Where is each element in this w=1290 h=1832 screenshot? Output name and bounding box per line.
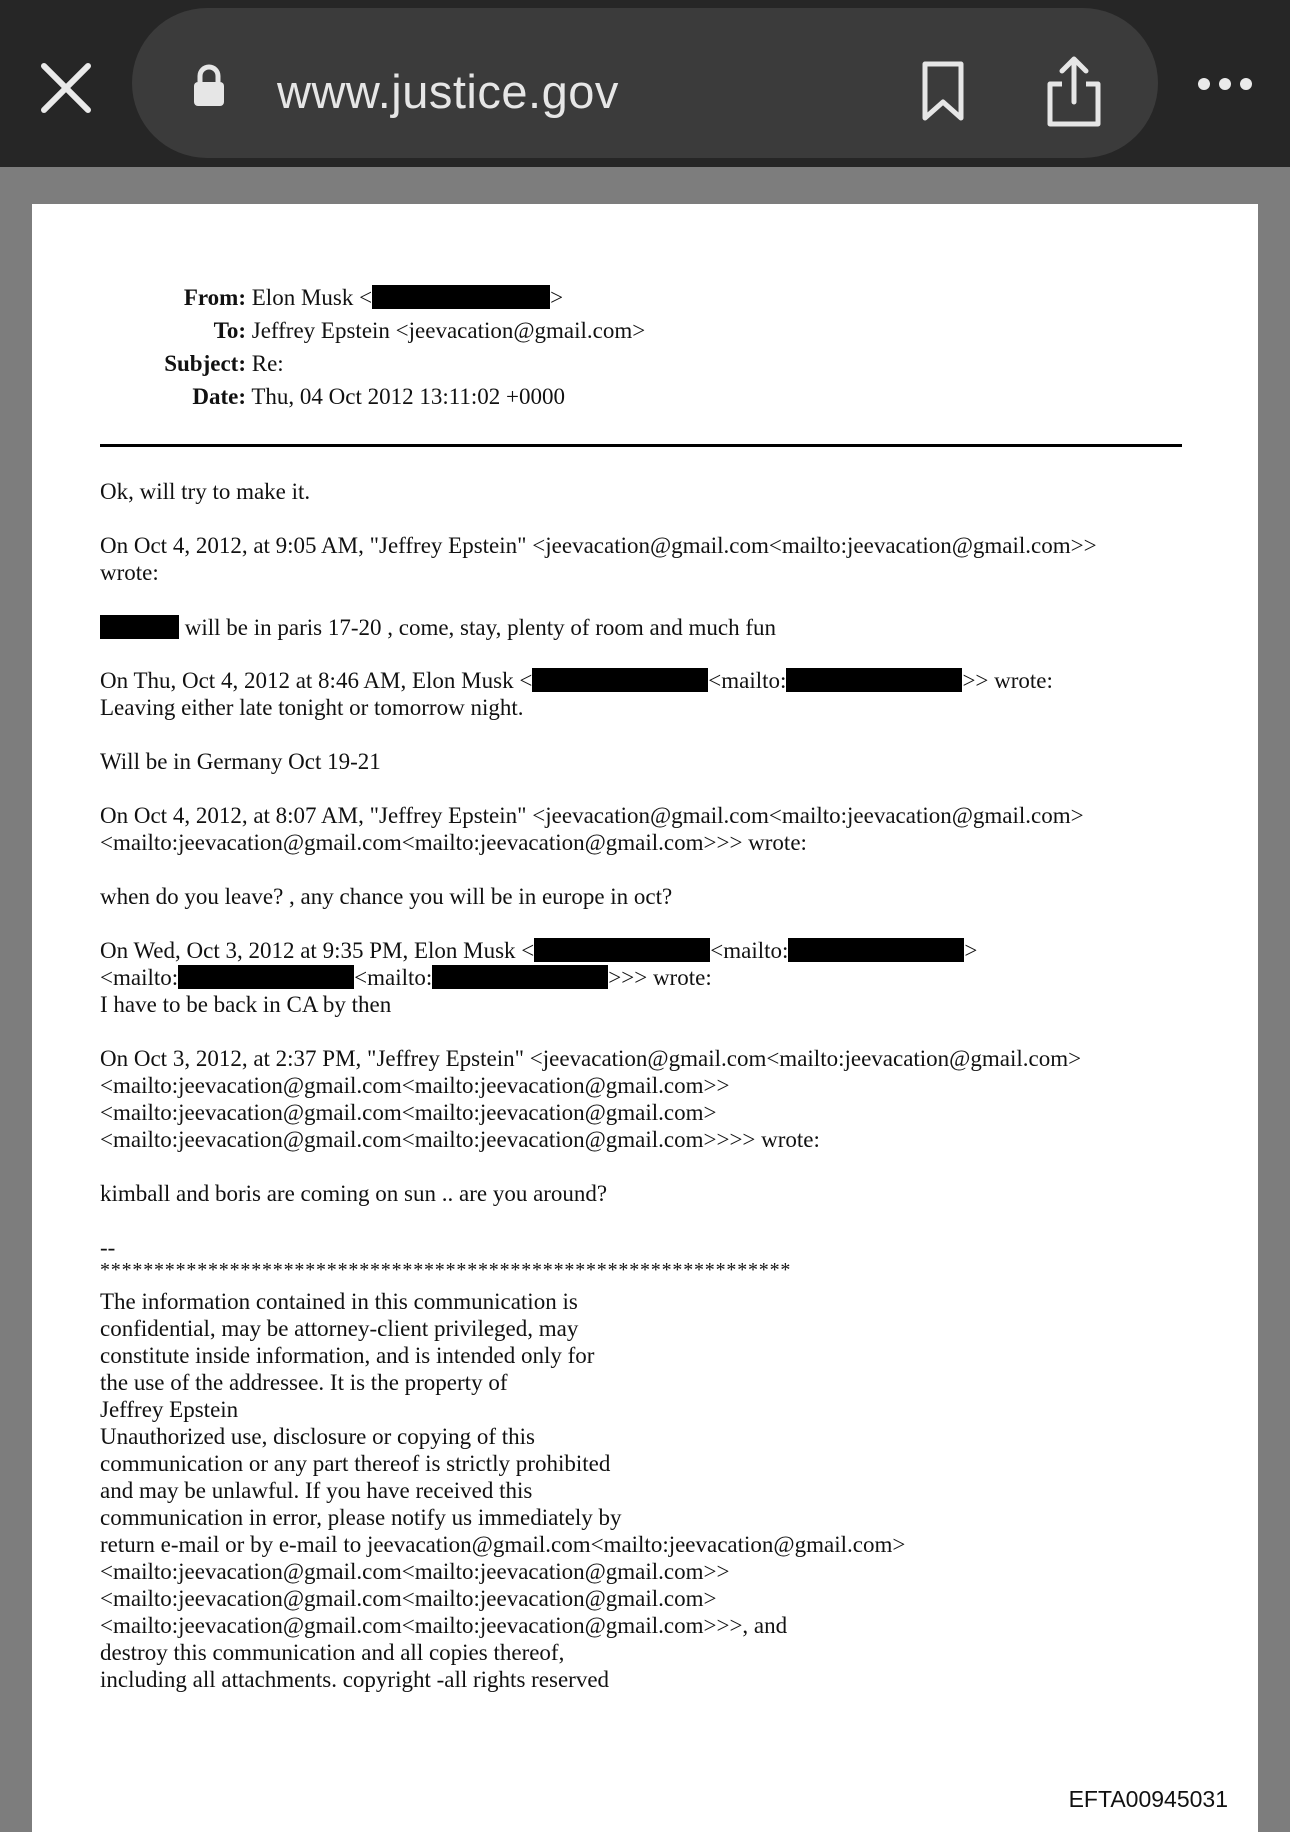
body-line: wrote: bbox=[100, 560, 159, 585]
email-subject-row bbox=[142, 350, 284, 377]
to-label: To: bbox=[213, 318, 246, 343]
disclaimer-line: including all attachments. copyright -all rights reserved bbox=[100, 1667, 610, 1692]
body-line: Ok, will try to make it. bbox=[100, 479, 311, 504]
redaction-box bbox=[786, 668, 962, 692]
to-value: Jeffrey Epstein <jeevacation@gmail.com> bbox=[251, 318, 646, 343]
body-line: On Oct 3, 2012, at 2:37 PM, "Jeffrey Epstein" <jeevacation@gmail.com<mailto:jeevacation@gmail.com> bbox=[100, 1046, 1082, 1071]
date-value: Thu, 04 Oct 2012 13:11:02 +0000 bbox=[251, 384, 565, 409]
header-divider bbox=[100, 444, 1182, 447]
body-text: <mailto: bbox=[100, 965, 179, 990]
email-from-row bbox=[142, 284, 563, 311]
signature-dash: -- bbox=[100, 1235, 116, 1260]
disclaimer-line: return e-mail or by e-mail to jeevacation@gmail.com<mailto:jeevacation@gmail.com> bbox=[100, 1532, 906, 1557]
browser-toolbar bbox=[0, 0, 1290, 167]
document-id: EFTA00945031 bbox=[1068, 1786, 1228, 1812]
body-line: <mailto:jeevacation@gmail.com<mailto:jeevacation@gmail.com>>>> wrote: bbox=[100, 1127, 820, 1152]
from-close: > bbox=[550, 285, 564, 310]
redaction-box bbox=[100, 615, 179, 639]
date-label: Date: bbox=[192, 384, 246, 409]
disclaimer-line: the use of the addressee. It is the property of bbox=[100, 1370, 508, 1395]
share-icon[interactable] bbox=[1044, 54, 1104, 128]
disclaimer-line: confidential, may be attorney-client privileged, may bbox=[100, 1316, 579, 1341]
address-bar[interactable] bbox=[132, 8, 1158, 158]
body-text: will be in paris 17-20 , come, stay, plenty of room and much fun bbox=[184, 615, 777, 640]
body-line bbox=[100, 937, 977, 964]
document-page bbox=[32, 204, 1258, 1832]
body-text: <mailto: bbox=[710, 938, 789, 963]
signature-stars: **************************************************************** bbox=[100, 1259, 792, 1281]
from-label: From: bbox=[183, 285, 246, 310]
redaction-box bbox=[372, 285, 550, 309]
disclaimer-line: <mailto:jeevacation@gmail.com<mailto:jeevacation@gmail.com>> bbox=[100, 1559, 730, 1584]
disclaimer-line: The information contained in this communication is bbox=[100, 1289, 578, 1314]
subject-label: Subject: bbox=[164, 351, 246, 376]
url-text[interactable]: www.justice.gov bbox=[277, 65, 619, 118]
redaction-box bbox=[532, 668, 708, 692]
disclaimer-block bbox=[100, 1288, 905, 1693]
redaction-box bbox=[788, 938, 964, 962]
body-line: <mailto:jeevacation@gmail.com<mailto:jeevacation@gmail.com> bbox=[100, 1100, 717, 1125]
disclaimer-line: <mailto:jeevacation@gmail.com<mailto:jeevacation@gmail.com> bbox=[100, 1586, 717, 1611]
body-line: kimball and boris are coming on sun .. are you around? bbox=[100, 1181, 608, 1206]
body-text: On Wed, Oct 3, 2012 at 9:35 PM, Elon Musk < bbox=[100, 938, 535, 963]
lock-icon bbox=[192, 64, 226, 108]
disclaimer-line: <mailto:jeevacation@gmail.com<mailto:jeevacation@gmail.com>>>, and bbox=[100, 1613, 788, 1638]
body-line: I have to be back in CA by then bbox=[100, 992, 392, 1017]
body-text: >>> wrote: bbox=[608, 965, 712, 990]
close-icon[interactable] bbox=[38, 60, 94, 116]
body-line bbox=[100, 964, 712, 991]
body-line: On Oct 4, 2012, at 8:07 AM, "Jeffrey Epstein" <jeevacation@gmail.com<mailto:jeevacation@gmail.com> bbox=[100, 803, 1084, 828]
disclaimer-line: destroy this communication and all copies thereof, bbox=[100, 1640, 565, 1665]
disclaimer-line: Unauthorized use, disclosure or copying of this bbox=[100, 1424, 535, 1449]
disclaimer-line: Jeffrey Epstein bbox=[100, 1397, 239, 1422]
body-line: On Oct 4, 2012, at 9:05 AM, "Jeffrey Epstein" <jeevacation@gmail.com<mailto:jeevacation@gmail.com>> bbox=[100, 533, 1097, 558]
body-line: <mailto:jeevacation@gmail.com<mailto:jeevacation@gmail.com>>> wrote: bbox=[100, 830, 807, 855]
disclaimer-line: communication or any part thereof is strictly prohibited bbox=[100, 1451, 611, 1476]
body-line bbox=[100, 614, 776, 641]
disclaimer-line: constitute inside information, and is intended only for bbox=[100, 1343, 595, 1368]
bookmark-icon[interactable] bbox=[919, 60, 967, 122]
from-value: Elon Musk < bbox=[251, 285, 373, 310]
email-date-row bbox=[142, 383, 565, 410]
email-to-row bbox=[142, 317, 645, 344]
body-line: Leaving either late tonight or tomorrow night. bbox=[100, 695, 524, 720]
redaction-box bbox=[178, 965, 354, 989]
disclaimer-line: and may be unlawful. If you have received this bbox=[100, 1478, 533, 1503]
disclaimer-line: communication in error, please notify us immediately by bbox=[100, 1505, 622, 1530]
more-icon[interactable] bbox=[1196, 74, 1254, 94]
body-text: On Thu, Oct 4, 2012 at 8:46 AM, Elon Musk < bbox=[100, 668, 533, 693]
body-line: <mailto:jeevacation@gmail.com<mailto:jeevacation@gmail.com>> bbox=[100, 1073, 730, 1098]
redaction-box bbox=[534, 938, 710, 962]
body-text: >> wrote: bbox=[962, 668, 1053, 693]
subject-value: Re: bbox=[251, 351, 284, 376]
body-text: > bbox=[964, 938, 978, 963]
body-text: <mailto: bbox=[354, 965, 433, 990]
body-text: <mailto: bbox=[708, 668, 787, 693]
body-line: Will be in Germany Oct 19-21 bbox=[100, 749, 381, 774]
body-line bbox=[100, 667, 1053, 694]
body-line: when do you leave? , any chance you will be in europe in oct? bbox=[100, 884, 673, 909]
redaction-box bbox=[432, 965, 608, 989]
